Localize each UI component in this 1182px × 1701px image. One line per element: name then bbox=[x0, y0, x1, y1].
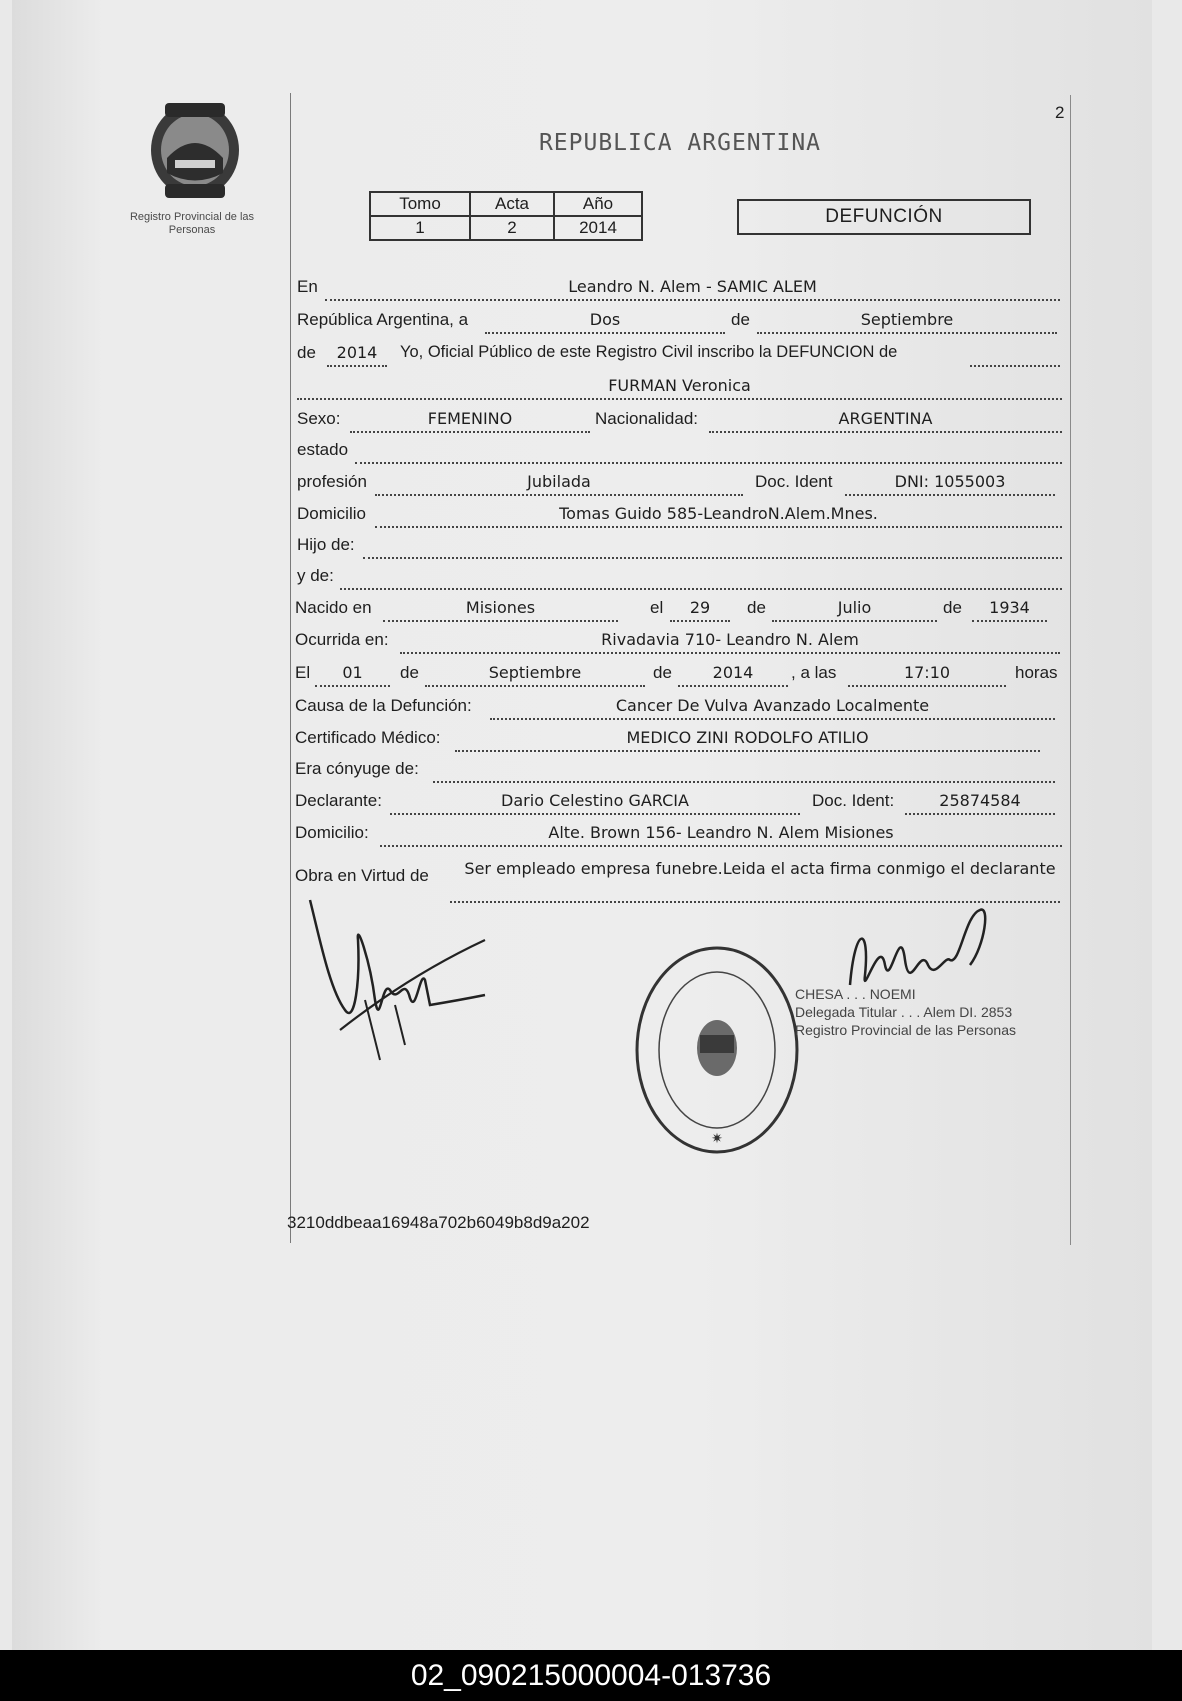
label-de-anio: de bbox=[297, 343, 316, 362]
field-obra: Ser empleado empresa funebre.Leida el acta firma conmigo el declarante bbox=[464, 859, 1056, 878]
label-domicilio-declarante: Domicilio: bbox=[295, 823, 369, 842]
row-fecha-defuncion bbox=[295, 661, 1065, 687]
value-acta: 2 bbox=[470, 216, 554, 240]
record-type-box: DEFUNCIÓN bbox=[737, 199, 1031, 235]
label-obra: Obra en Virtud de bbox=[295, 866, 429, 885]
field-obra-line bbox=[450, 901, 1060, 903]
field-causa: Cancer De Vulva Avanzado Localmente bbox=[490, 696, 1055, 720]
row-fallecido bbox=[295, 374, 1065, 400]
field-nacionalidad: ARGENTINA bbox=[709, 409, 1062, 433]
row-sexo bbox=[295, 407, 1065, 433]
row-anio-oficial bbox=[295, 341, 1065, 367]
row-causa bbox=[295, 694, 1065, 720]
field-declarante: Dario Celestino GARCIA bbox=[390, 791, 800, 815]
field-nac-dia: 29 bbox=[670, 598, 730, 622]
field-estado bbox=[355, 440, 1062, 464]
label-el: el bbox=[650, 598, 664, 617]
row-hijo-de bbox=[295, 533, 1065, 559]
header-anio: Año bbox=[554, 192, 642, 216]
official-line-2: Delegada Titular . . . Alem DI. 2853 bbox=[795, 1004, 1013, 1020]
declarant-signature bbox=[300, 880, 500, 1070]
row-nacimiento bbox=[295, 596, 1065, 622]
row-fecha-inscripcion bbox=[295, 308, 1065, 334]
official-stamp-text bbox=[795, 985, 1016, 1039]
logo-caption: Registro Provincial de las Personas bbox=[129, 211, 255, 236]
label-conyuge: Era cónyuge de: bbox=[295, 759, 419, 778]
value-anio: 2014 bbox=[554, 216, 642, 240]
field-sexo: FEMENINO bbox=[350, 409, 590, 433]
header-tomo: Tomo bbox=[370, 192, 470, 216]
label-doc-ident: Doc. Ident bbox=[755, 472, 833, 491]
right-margin-line bbox=[1070, 95, 1071, 1245]
footer-id-bar: 02_090215000004-013736 bbox=[0, 1650, 1182, 1701]
field-lugar: Leandro N. Alem - SAMIC ALEM bbox=[325, 277, 1060, 301]
left-margin-line bbox=[290, 93, 291, 1243]
row-domicilio-declarante bbox=[295, 821, 1065, 847]
field-doc-ident: DNI: 1055003 bbox=[845, 472, 1055, 496]
row-estado bbox=[295, 438, 1065, 464]
header-acta: Acta bbox=[470, 192, 554, 216]
row-certificado bbox=[295, 726, 1065, 752]
field-domicilio: Tomas Guido 585-LeandroN.Alem.Mnes. bbox=[375, 504, 1062, 528]
label-de-nac-anio: de bbox=[943, 598, 962, 617]
field-def-mes: Septiembre bbox=[425, 663, 645, 687]
row-declarante bbox=[295, 789, 1065, 815]
label-y-de: y de: bbox=[297, 566, 334, 585]
label-domicilio: Domicilio bbox=[297, 504, 366, 523]
page-number: 2 bbox=[1055, 103, 1065, 122]
field-hijo-de bbox=[363, 535, 1062, 559]
field-nacido-en: Misiones bbox=[383, 598, 618, 622]
record-reference-table bbox=[369, 191, 643, 241]
svg-text:✷: ✷ bbox=[711, 1130, 723, 1146]
row-lugar bbox=[295, 275, 1065, 301]
field-conyuge bbox=[433, 759, 1055, 783]
row-domicilio bbox=[295, 502, 1065, 528]
label-nacionalidad: Nacionalidad: bbox=[595, 409, 699, 428]
field-ocurrida-en: Rivadavia 710- Leandro N. Alem bbox=[400, 630, 1060, 654]
field-blank-1 bbox=[970, 343, 1060, 367]
label-el-cap: El bbox=[295, 663, 311, 682]
official-line-1: CHESA . . . NOEMI bbox=[795, 986, 916, 1002]
label-de-def-anio: de bbox=[653, 663, 672, 682]
country-title: REPUBLICA ARGENTINA bbox=[538, 130, 822, 156]
field-def-dia: 01 bbox=[315, 663, 390, 687]
label-profesion: profesión bbox=[297, 472, 367, 491]
field-certificado: MEDICO ZINI RODOLFO ATILIO bbox=[455, 728, 1040, 752]
label-ocurrida-en: Ocurrida en: bbox=[295, 630, 389, 649]
label-de: de bbox=[731, 310, 750, 329]
label-yo-oficial: Yo, Oficial Público de este Registro Civil inscribo la DEFUNCION de bbox=[400, 343, 898, 361]
row-y-de bbox=[295, 564, 1065, 590]
field-y-de bbox=[340, 566, 1062, 590]
field-domicilio-declarante: Alte. Brown 156- Leandro N. Alem Misiones bbox=[380, 823, 1062, 847]
field-def-anio: 2014 bbox=[678, 663, 788, 687]
field-anio: 2014 bbox=[327, 343, 387, 367]
label-a-las: , a las bbox=[791, 663, 837, 682]
label-declarante: Declarante: bbox=[295, 791, 382, 810]
field-nac-mes: Julio bbox=[772, 598, 937, 622]
official-line-3: Registro Provincial de las Personas bbox=[795, 1022, 1016, 1038]
label-certificado: Certificado Médico: bbox=[295, 728, 441, 747]
label-hijo-de: Hijo de: bbox=[297, 535, 355, 554]
field-profesion: Jubilada bbox=[375, 472, 743, 496]
field-def-hora: 17:10 bbox=[848, 663, 1006, 687]
label-de-nac-mes: de bbox=[747, 598, 766, 617]
label-doc-ident-declarante: Doc. Ident: bbox=[812, 791, 895, 810]
field-fallecido: FURMAN Veronica bbox=[297, 376, 1062, 400]
row-conyuge bbox=[295, 757, 1065, 783]
row-profesion bbox=[295, 470, 1065, 496]
label-republica: República Argentina, a bbox=[297, 310, 469, 329]
field-nac-anio: 1934 bbox=[972, 598, 1047, 622]
label-de-def-mes: de bbox=[400, 663, 419, 682]
registry-stamp bbox=[632, 943, 802, 1158]
provincial-seal-logo bbox=[145, 98, 245, 203]
document-hash: 3210ddbeaa16948a702b6049b8d9a202 bbox=[287, 1213, 590, 1232]
value-tomo: 1 bbox=[370, 216, 470, 240]
field-mes: Septiembre bbox=[757, 310, 1057, 334]
label-causa: Causa de la Defunción: bbox=[295, 696, 472, 715]
row-ocurrida bbox=[295, 628, 1065, 654]
label-estado: estado bbox=[297, 440, 349, 459]
label-sexo: Sexo: bbox=[297, 409, 341, 428]
field-doc-declarante: 25874584 bbox=[905, 791, 1055, 815]
label-nacido-en: Nacido en bbox=[295, 598, 372, 617]
label-en: En bbox=[297, 277, 318, 296]
label-horas: horas bbox=[1015, 663, 1058, 682]
field-dia: Dos bbox=[485, 310, 725, 334]
